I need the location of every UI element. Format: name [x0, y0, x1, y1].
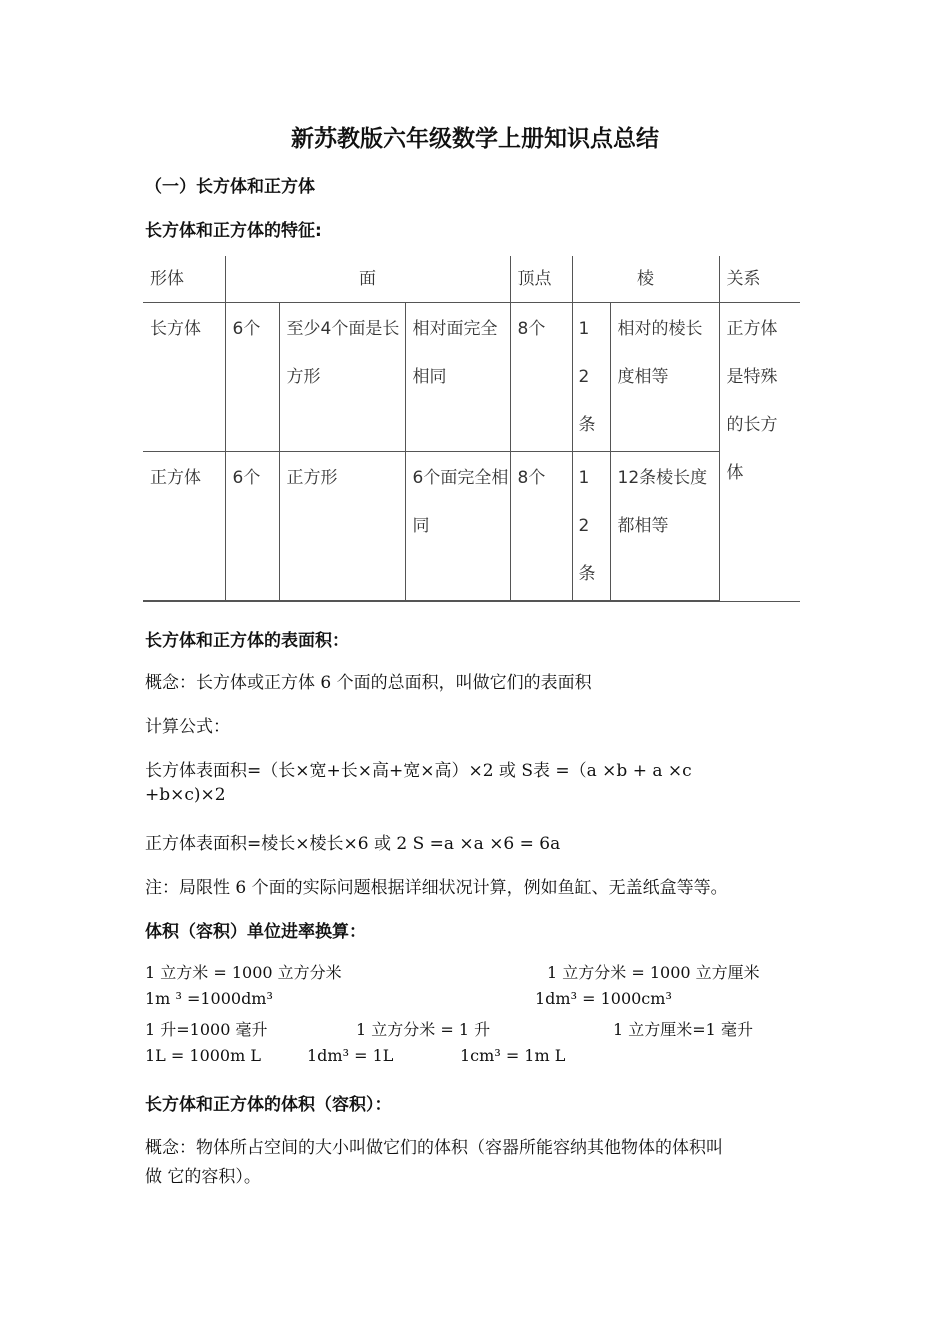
table-header-row: [143, 256, 800, 303]
cell-shape: 正方体: [143, 452, 225, 602]
unit-text: 1m ³ =1000dm³: [145, 989, 273, 1008]
cell-face-count: 6个: [225, 303, 279, 452]
cell-face-relation: 6个面完全相同: [405, 452, 510, 602]
cuboid-formula: 长方体表面积=（长×宽+长×高+宽×高）×2 或 S表 =（a ×b + a ×c: [145, 761, 692, 781]
volume-concept: 概念：物体所占空间的大小叫做它们的体积（容器所能容纳其他物体的体积叫: [145, 1138, 723, 1158]
surface-area-concept: 概念：长方体或正方体 6 个面的总面积，叫做它们的表面积: [145, 673, 592, 693]
volume-concept-cont: 做 它的容积）。: [145, 1167, 261, 1187]
volume-unit-heading: 体积（容积）单位进率换算：: [145, 922, 366, 942]
section-heading: （一）长方体和正方体: [145, 177, 315, 197]
formula-label: 计算公式：: [145, 717, 230, 737]
unit-text: 1 立方厘米=1 毫升: [613, 1020, 753, 1039]
features-heading: 长方体和正方体的特征:: [145, 221, 322, 241]
cell-face-relation: 相对面完全相同: [405, 303, 510, 452]
volume-heading: 长方体和正方体的体积（容积）：: [145, 1095, 392, 1115]
unit-text: 1dm³ = 1L: [307, 1046, 394, 1065]
cell-shape: 长方体: [143, 303, 225, 452]
features-table: [143, 256, 800, 602]
unit-text: 1 立方分米 = 1000 立方厘米: [547, 963, 760, 982]
unit-text: 1dm³ = 1000cm³: [535, 989, 672, 1008]
header-face: 面: [225, 256, 510, 303]
cell-face-shape: 正方形: [279, 452, 405, 602]
page-title: 新苏教版六年级数学上册知识点总结: [291, 125, 659, 152]
cell-face-shape: 至少4个面是长方形: [279, 303, 405, 452]
unit-text: 1L = 1000m L: [145, 1046, 261, 1065]
cell-relation: 正方体是特殊的长方体: [719, 303, 800, 602]
cell-edges-count: 12条: [572, 452, 610, 602]
cell-edges-relation: 相对的棱长度相等: [610, 303, 719, 452]
unit-text: 1 立方米 = 1000 立方分米: [145, 963, 342, 982]
cell-face-count: 6个: [225, 452, 279, 602]
note-text: 注：局限性 6 个面的实际问题根据详细状况计算，例如鱼缸、无盖纸盒等等。: [145, 878, 728, 898]
cell-vertices: 8个: [510, 303, 572, 452]
cell-vertices: 8个: [510, 452, 572, 602]
cell-edges-relation: 12条棱长度都相等: [610, 452, 719, 602]
table-row: [143, 452, 800, 602]
table-row: [143, 303, 800, 452]
cell-edges-count: 12条: [572, 303, 610, 452]
cube-formula: 正方体表面积=棱长×棱长×6 或 2 S =a ×a ×6 = 6a: [145, 834, 561, 854]
header-edge: 棱: [572, 256, 719, 303]
unit-text: 1 立方分米 = 1 升: [356, 1020, 491, 1039]
unit-text: 1 升=1000 毫升: [145, 1020, 268, 1039]
unit-text: 1cm³ = 1m L: [460, 1046, 566, 1065]
header-shape: 形体: [143, 256, 225, 303]
cuboid-formula-cont: +b×c)×2: [145, 785, 226, 805]
surface-area-heading: 长方体和正方体的表面积：: [145, 631, 349, 651]
header-relation: 关系: [719, 256, 800, 303]
header-vertex: 顶点: [510, 256, 572, 303]
